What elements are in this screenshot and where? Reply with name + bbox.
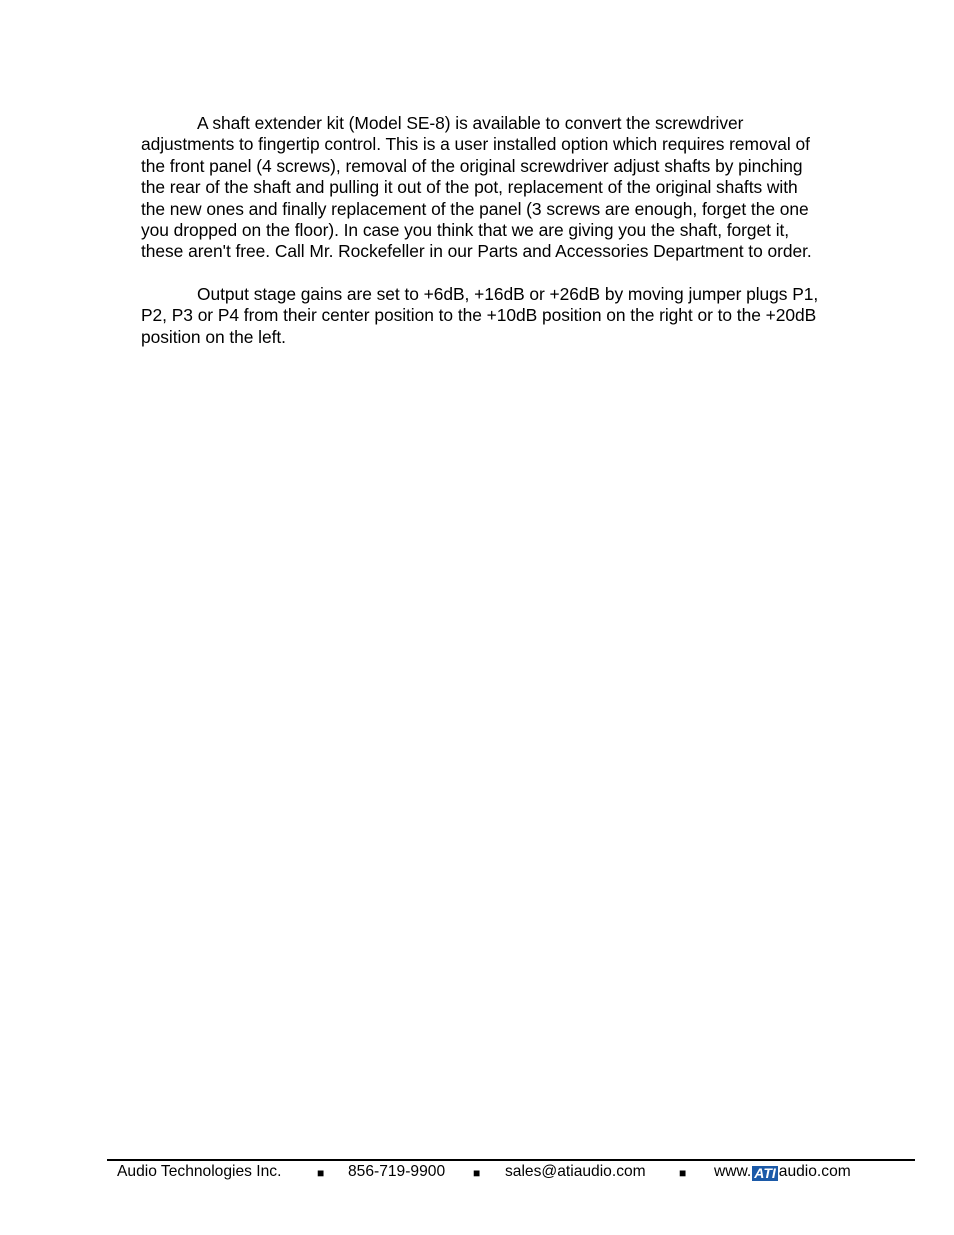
footer-separator-icon: ■	[317, 1166, 325, 1180]
ati-logo-icon: ATI	[754, 1165, 776, 1181]
footer-website-link[interactable]	[714, 1162, 851, 1182]
paragraph-output-stage-gains: Output stage gains are set to +6dB, +16dB or +26dB by moving jumper plugs P1, P2, P3 or P4 from their center position to the +10dB position on the right or to the +20dB position on the left.	[141, 283, 819, 347]
website-suffix: audio.com	[778, 1163, 851, 1180]
website-prefix: www.	[714, 1163, 752, 1180]
document-body	[141, 113, 821, 369]
page-footer	[0, 1162, 954, 1184]
paragraph-shaft-extender: A shaft extender kit (Model SE-8) is available to convert the screwdriver adjustments to fingertip control. This is a user installed option which requires removal of the front panel (4 screws), removal of the original screwdriver adjust shafts by pinching the rear of the shaft and pulling it out of the pot, replacement of the original shafts with the new ones and finally replacement of the panel (3 screws are enough, forget the one you dropped on the floor). In case you think that we are giving you the shaft, forget it, these aren't free. Call Mr. Rockefeller in our Parts and Accessories Department to order.	[141, 113, 812, 262]
footer-company: Audio Technologies Inc.	[117, 1163, 282, 1180]
footer-separator-icon: ■	[473, 1166, 481, 1180]
footer-divider	[107, 1159, 915, 1161]
footer-separator-icon: ■	[679, 1166, 687, 1180]
footer-phone: 856-719-9900	[348, 1163, 446, 1180]
footer-email[interactable]: sales@atiaudio.com	[505, 1163, 646, 1180]
